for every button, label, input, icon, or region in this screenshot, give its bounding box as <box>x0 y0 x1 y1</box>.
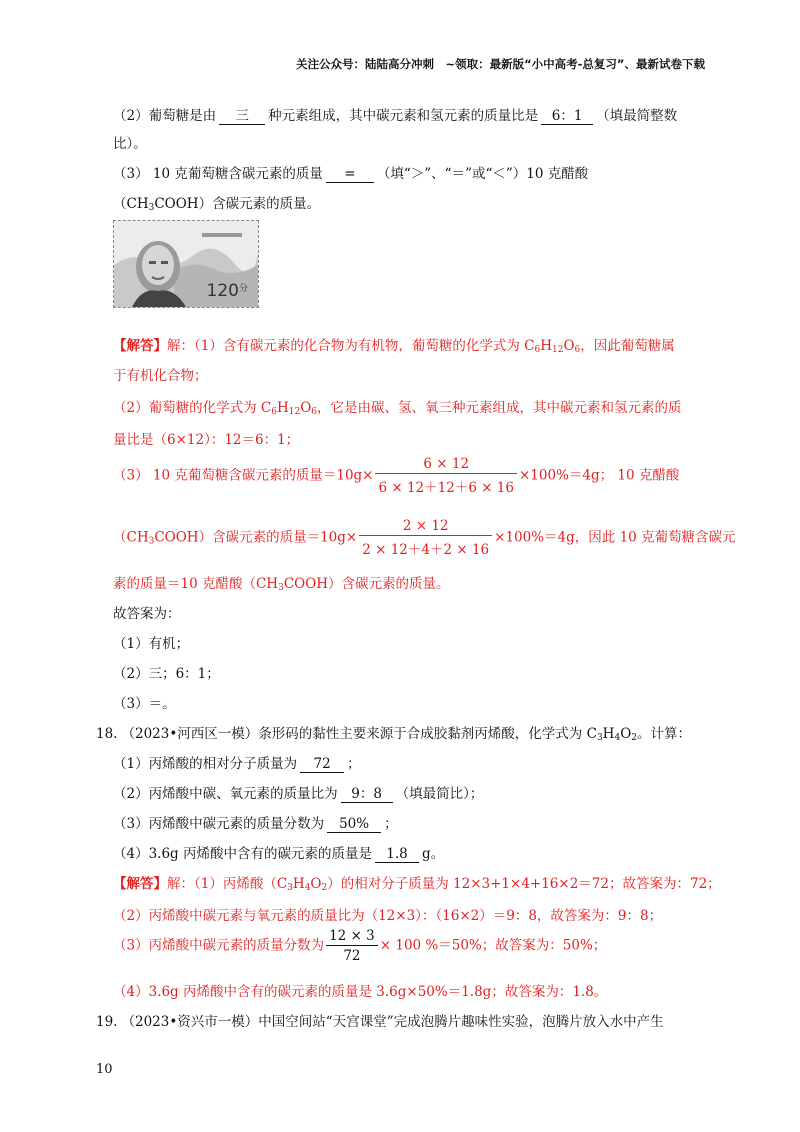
question-number: 18. <box>96 726 118 742</box>
q17-part2-line2: 比）。 <box>113 136 147 152</box>
page-header: 关注公众号：陆陆高分冲刺 ~领取：最新版“小中高考-总复习”、最新试卷下载 <box>295 57 705 71</box>
q17-answer-2: （2）葡萄糖的化学式为 $C_6H_{12}O_6$，它是由碳、氢、氧三种元素组成，其中碳元素和氢元素的质 <box>113 400 682 417</box>
q18-part4: （4）3.6g 丙烯酸中含有的碳元素的质量是 1.8 g。 <box>113 846 445 862</box>
q17-part3-line2: $(CH_3COOH)$含碳元素的质量。 <box>113 196 321 213</box>
q18-blank-ratio: 9：8 <box>341 786 393 803</box>
fraction-glucose-carbon: $\frac{6 \times 12}{6 \times 12+12+6 \times 16}$ <box>375 456 517 496</box>
q18-part3: （3）丙烯酸中碳元素的质量分数为 50% ； <box>113 816 398 832</box>
q17-blank-elements: 三 <box>219 108 265 125</box>
page-number: 10 <box>96 1062 113 1077</box>
answer-label: 【解答】 <box>113 338 167 354</box>
q18-part2: （2）丙烯酸中碳、氧元素的质量比为 9：8 （填最简比）； <box>113 786 484 802</box>
q17-final-1: （1）有机； <box>113 636 190 652</box>
q18-answer-4: （4）3.6g 丙烯酸中含有的碳元素的质量是 3.6g×50%＝1.8g；故答案为：1.8。 <box>113 984 608 1000</box>
q18-answer-1: 【解答】解：（1）丙烯酸$(C_3H_4O_2)$的相对分子质量为 12×3+1×4+16×2＝72；故答案为：72； <box>113 876 721 893</box>
q18-blank-fraction: 50% <box>327 816 381 833</box>
q17-blank-compare: = <box>326 166 374 183</box>
answer-label: 【解答】 <box>113 876 167 892</box>
q17-answer-5: 素的质量＝10 克醋酸$(CH_3COOH)$含碳元素的质量。 <box>113 576 450 593</box>
q18-answer-3: （3）丙烯酸中碳元素的质量分数为 $\frac{12 \times 3}{72}$ × 100 %＝50%；故答案为：50%； <box>113 928 607 964</box>
q17-final-3: （3）＝。 <box>113 696 176 712</box>
q18-blank-mass: 72 <box>300 756 344 773</box>
stamp-value: $120^分$ <box>206 281 248 301</box>
q17-blank-ratio: 6：1 <box>541 108 593 125</box>
q19-stem: 19. （2023•资兴市一模）中国空间站“天宫课堂”完成泡腾片趣味性实验，泡腾片放入水中产生 <box>96 1014 664 1030</box>
q17-part3: （3） 10 克葡萄糖含碳元素的质量 = （填“＞”、“＝”或“＜”）10 克醋酸 <box>113 166 589 182</box>
stamp-image <box>113 220 259 308</box>
q18-blank-carbon: 1.8 <box>375 846 419 863</box>
fraction-carbon-percent: $\frac{12 \times 3}{72}$ <box>326 928 378 964</box>
q17-final-2: （2）三；6：1； <box>113 666 220 682</box>
q17-answer-1-line2: 于有机化合物； <box>113 368 208 384</box>
q18-part1: （1）丙烯酸的相对分子质量为 72 ； <box>113 756 361 772</box>
q18-stem: 18. （2023•河西区一模）条形码的黏性主要来源于合成胶黏剂丙烯酸，化学式为 $C_3H_4O_2$。计算： <box>96 726 691 743</box>
q17-answer-3: （3） 10 克葡萄糖含碳元素的质量＝10g× $\frac{6 \times 12}{6 \times 12+12+6 \times 16}$ ×100%＝4g； 10 克醋酸 <box>113 456 680 496</box>
q17-answer-1: 【解答】解：（1）含有碳元素的化合物为有机物，葡萄糖的化学式为 $C_6H_{12}O_6$，因此葡萄糖属 <box>113 338 675 355</box>
fraction-acetic-carbon: $\frac{2 \times 12}{2 \times 12+4+2 \times 16}$ <box>359 518 492 558</box>
q17-final-label: 故答案为： <box>113 606 181 622</box>
q18-answer-2: （2）丙烯酸中碳元素与氧元素的质量比为（12×3）：（16×2）＝9：8，故答案为：9：8； <box>113 908 663 924</box>
q17-answer-2-line2: 量比是（6×12）：12＝6：1； <box>113 432 300 448</box>
q17-part2: （2）葡萄糖是由 三 种元素组成，其中碳元素和氢元素的质量比是 6：1 （填最简整数 <box>113 108 678 124</box>
question-number: 19. <box>96 1014 118 1030</box>
q17-answer-4: $(CH_3COOH)$含碳元素的质量＝10g× $\frac{2 \times 12}{2 \times 12+4+2 \times 16}$ ×100%＝4g，因此 10 克葡萄糖含碳元 <box>113 518 736 558</box>
